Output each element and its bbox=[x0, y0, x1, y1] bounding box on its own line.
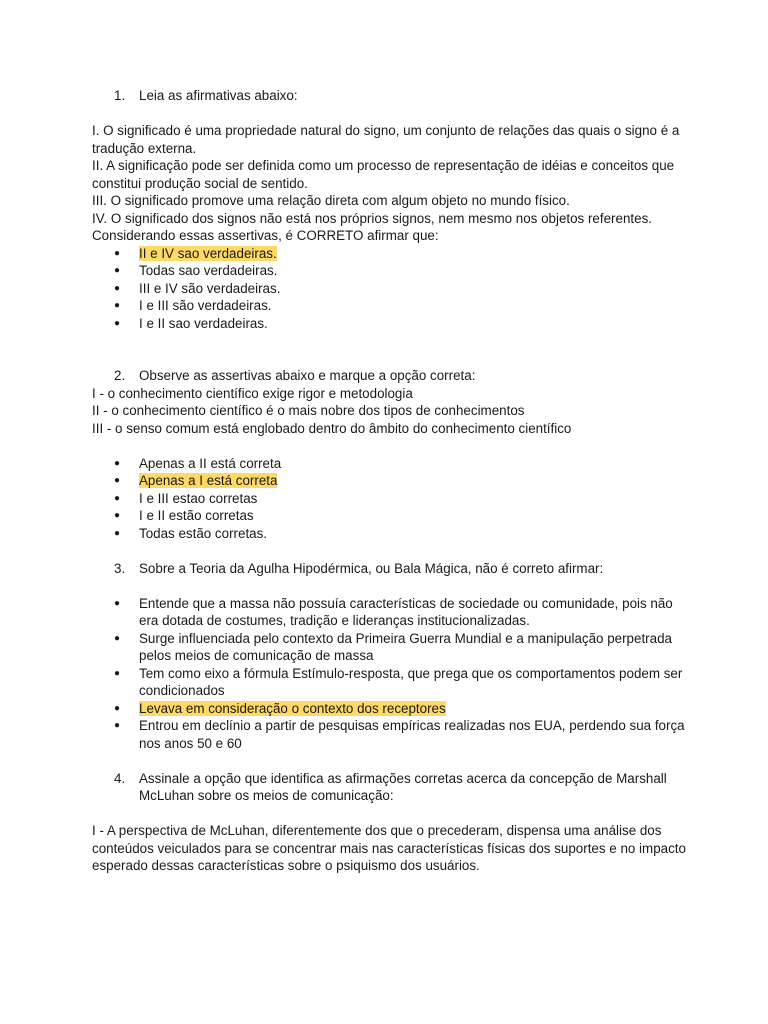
question-number: 4. bbox=[114, 770, 126, 786]
option-text-highlighted: II e IV sao verdadeiras. bbox=[139, 245, 277, 261]
option-text: Todas estão corretas. bbox=[139, 525, 268, 541]
question-number: 1. bbox=[114, 88, 126, 103]
option-text: I e III estao corretas bbox=[139, 490, 258, 506]
question-number: 3. bbox=[114, 560, 126, 576]
bullet-icon: ● bbox=[114, 720, 121, 731]
list-item bbox=[92, 262, 692, 280]
option-text-highlighted: Levava em consideração o contexto dos receptores bbox=[139, 700, 446, 716]
question-1 bbox=[92, 87, 692, 332]
option-text: I e II sao verdadeiras. bbox=[139, 315, 268, 331]
list-item bbox=[92, 315, 692, 333]
question-2 bbox=[92, 367, 692, 542]
option-text: I e II estão corretas bbox=[139, 508, 254, 523]
question-4 bbox=[92, 770, 692, 875]
question-number: 2. bbox=[114, 368, 126, 383]
statement: I - o conhecimento científico exige rigor e metodologia bbox=[92, 385, 413, 401]
option-text: Apenas a II está correta bbox=[139, 455, 282, 471]
option-text: Todas sao verdadeiras. bbox=[139, 263, 278, 278]
options-list bbox=[92, 245, 692, 333]
statement: III. O significado promove uma relação direta com algum objeto no mundo físico. bbox=[92, 193, 570, 208]
question-2-title bbox=[92, 367, 692, 385]
question-3 bbox=[92, 560, 692, 753]
bullet-icon: ● bbox=[114, 510, 121, 521]
question-text: Observe as assertivas abaixo e marque a opção correta: bbox=[139, 368, 476, 383]
bullet-icon: ● bbox=[114, 702, 121, 714]
list-item bbox=[92, 245, 692, 263]
bullet-icon: ● bbox=[114, 317, 121, 329]
question-1-title bbox=[92, 87, 692, 105]
option-text: Entende que a massa não possuía características de sociedade ou comunidade, pois não era dotada de costumes, tradição e lideranças institucionalizadas. bbox=[139, 595, 673, 628]
bullet-icon: ● bbox=[114, 632, 121, 644]
bullet-icon: ● bbox=[114, 247, 121, 259]
options-list bbox=[92, 455, 692, 543]
bullet-icon: ● bbox=[114, 597, 121, 609]
list-item bbox=[92, 280, 692, 298]
list-item bbox=[92, 490, 692, 508]
bullet-icon: ● bbox=[114, 475, 121, 486]
question-text: Assinale a opção que identifica as afirmações corretas acerca da concepção de Marshall McLuhan sobre os meios de comunicação: bbox=[139, 770, 667, 803]
statement-prompt: Considerando essas assertivas, é CORRETO afirmar que: bbox=[92, 228, 439, 243]
list-item bbox=[92, 472, 692, 490]
bullet-icon: ● bbox=[114, 282, 121, 294]
bullet-icon: ● bbox=[114, 457, 121, 469]
statement: I - A perspectiva de McLuhan, diferentemente dos que o precederam, dispensa uma análise dos conteúdos veiculados para se concentrar mais nas características físicas dos suportes e no impacto esperado dessas características sobre o psiquismo dos usuários. bbox=[92, 823, 686, 873]
options-list bbox=[92, 595, 692, 753]
option-text: I e III são verdadeiras. bbox=[139, 298, 272, 313]
bullet-icon: ● bbox=[114, 265, 121, 276]
question-text: Leia as afirmativas abaixo: bbox=[139, 88, 298, 103]
question-text: Sobre a Teoria da Agulha Hipodérmica, ou Bala Mágica, não é correto afirmar: bbox=[139, 560, 604, 576]
option-text-highlighted: Apenas a I está correta bbox=[139, 473, 278, 488]
option-text: Surge influenciada pelo contexto da Primeira Guerra Mundial e a manipulação perpetrada pelos meios de comunicação de massa bbox=[139, 630, 672, 663]
bullet-icon: ● bbox=[114, 300, 121, 311]
option-text: Tem como eixo a fórmula Estímulo-resposta, que prega que os comportamentos podem ser condicionados bbox=[139, 665, 683, 698]
question-3-title bbox=[92, 560, 692, 578]
option-text: Entrou em declínio a partir de pesquisas empíricas realizadas nos EUA, perdendo sua força nos anos 50 e 60 bbox=[139, 718, 685, 751]
statement: IV. O significado dos signos não está nos próprios signos, nem mesmo nos objetos referentes. bbox=[92, 210, 652, 226]
list-item bbox=[92, 297, 692, 315]
bullet-icon: ● bbox=[114, 492, 121, 504]
bullet-icon: ● bbox=[114, 667, 121, 679]
list-item bbox=[92, 525, 692, 543]
list-item bbox=[92, 630, 692, 665]
list-item bbox=[92, 595, 692, 630]
list-item bbox=[92, 665, 692, 700]
statement: III - o senso comum está englobado dentro do âmbito do conhecimento científico bbox=[92, 420, 572, 436]
list-item bbox=[92, 507, 692, 525]
statement: II. A significação pode ser definida como um processo de representação de idéias e conceitos que constitui produção social de sentido. bbox=[92, 158, 675, 191]
list-item bbox=[92, 700, 692, 718]
question-4-title bbox=[92, 770, 692, 805]
list-item bbox=[92, 717, 692, 752]
statement: II - o conhecimento científico é o mais nobre dos tipos de conhecimentos bbox=[92, 403, 525, 418]
document-page bbox=[92, 87, 692, 875]
bullet-icon: ● bbox=[114, 527, 121, 539]
option-text: III e IV são verdadeiras. bbox=[139, 280, 281, 296]
list-item bbox=[92, 455, 692, 473]
statement: I. O significado é uma propriedade natural do signo, um conjunto de relações das quais o signo é a tradução externa. bbox=[92, 123, 680, 156]
